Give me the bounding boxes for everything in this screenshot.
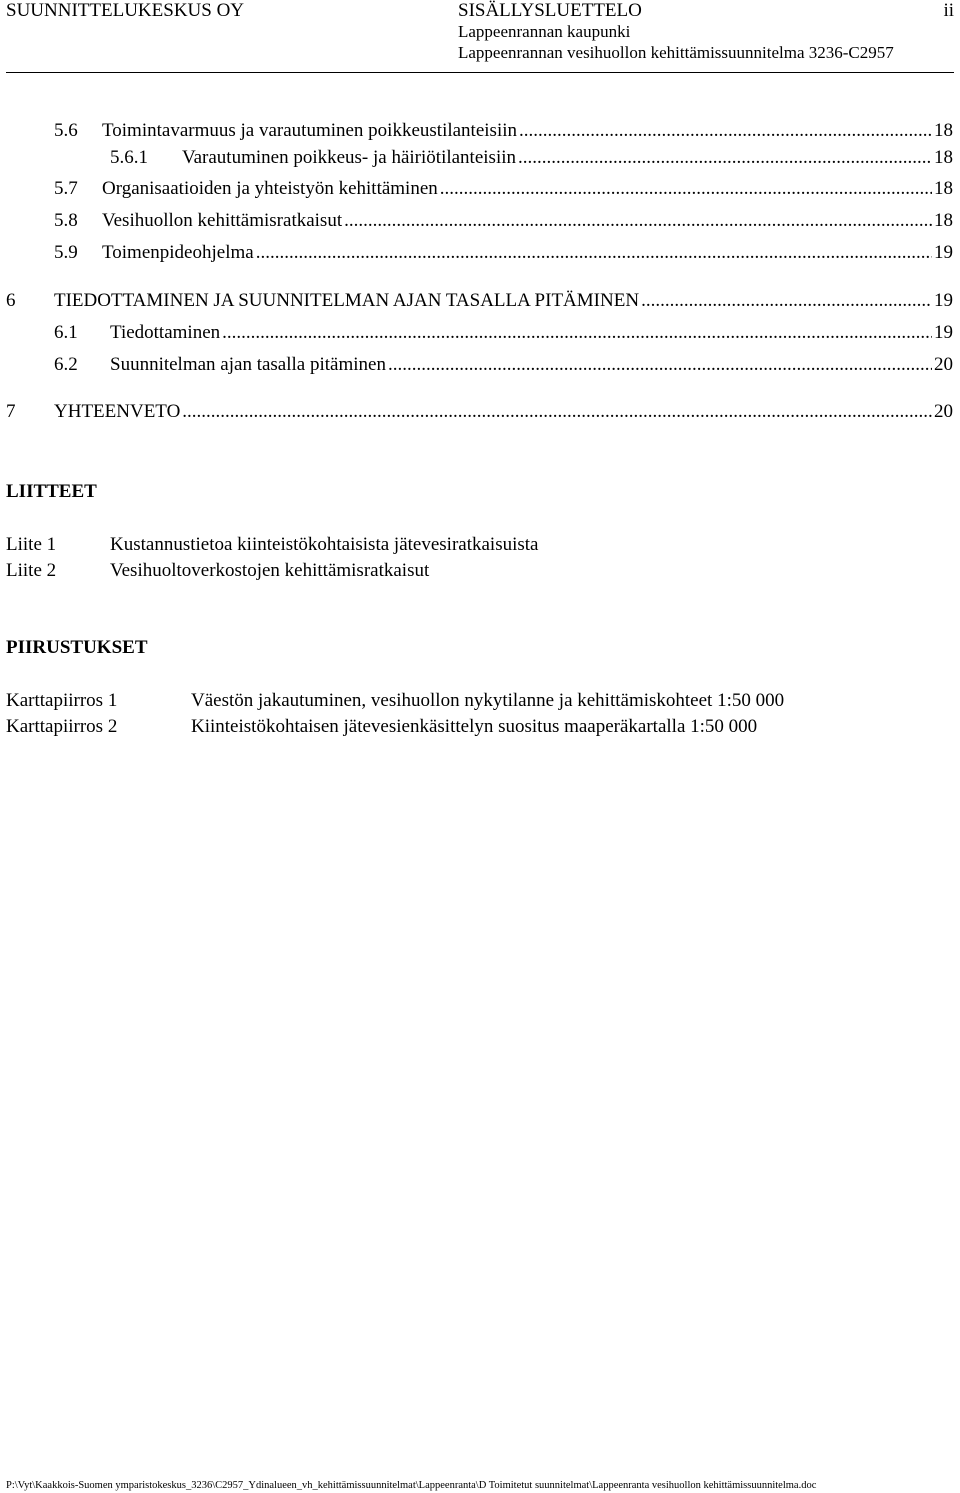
drawing-text: Kiinteistökohtaisen jätevesienkäsittelyn suositus maaperäkartalla 1:50 000 <box>191 716 758 737</box>
toc-page: 20 <box>934 354 953 375</box>
page-header <box>6 0 954 73</box>
file-path-footer: P:\Vyt\Kaakkois-Suomen ymparistokeskus_3236\C2957_Ydinalueen_vh_kehittämissuunnitelmat\Lappeenranta\D Toimitetut suunnitelmat\Lappeenranta vesihuollon kehittämissuunnitelma.doc <box>6 1480 817 1491</box>
drawing-text: Väestön jakautuminen, vesihuollon nykytilanne ja kehittämiskohteet 1:50 000 <box>191 690 785 711</box>
toc-number: 5.6 <box>54 120 78 141</box>
drawings-heading: PIIRUSTUKSET <box>6 637 148 658</box>
toc-title: TIEDOTTAMINEN JA SUUNNITELMAN AJAN TASALLA PITÄMINEN <box>54 290 640 311</box>
toc-number: 6.1 <box>54 322 78 343</box>
toc-page: 18 <box>934 120 953 141</box>
toc-page: 18 <box>934 210 953 231</box>
toc-page: 19 <box>934 290 953 311</box>
toc-page: 19 <box>934 322 953 343</box>
attachment-label: Liite 2 <box>6 560 57 581</box>
toc-entry <box>6 208 953 234</box>
section-title: SISÄLLYSLUETTELO <box>458 0 642 21</box>
toc-title: Tiedottaminen <box>110 322 221 343</box>
toc-page: 18 <box>934 178 953 199</box>
toc-entry <box>6 118 953 144</box>
toc-number: 7 <box>6 401 16 422</box>
toc-number: 6.2 <box>54 354 78 375</box>
attachments-heading: LIITTEET <box>6 481 97 502</box>
toc-title: Suunnitelman ajan tasalla pitäminen <box>110 354 386 375</box>
toc-number: 5.8 <box>54 210 78 231</box>
toc-entry <box>6 145 953 171</box>
toc-leader <box>641 288 932 314</box>
toc-title: Vesihuollon kehittämisratkaisut <box>102 210 343 231</box>
toc-title: YHTEENVETO <box>54 401 181 422</box>
toc-entry <box>6 320 953 346</box>
toc-page: 20 <box>934 401 953 422</box>
toc-entry <box>6 240 953 266</box>
toc-leader <box>518 145 932 171</box>
page-number: ii <box>943 0 954 21</box>
toc-leader <box>344 208 932 234</box>
toc-number: 5.9 <box>54 242 78 263</box>
toc-title: Varautuminen poikkeus- ja häiriötilanteisiin <box>182 147 517 168</box>
toc-leader <box>440 176 932 202</box>
toc-page: 19 <box>934 242 953 263</box>
toc-entry <box>6 352 953 378</box>
project-name: Lappeenrannan vesihuollon kehittämissuunnitelma 3236-C2957 <box>458 43 894 62</box>
toc-entry <box>6 399 953 425</box>
drawing-label: Karttapiirros 2 <box>6 716 118 737</box>
toc-title: Toimenpideohjelma <box>102 242 254 263</box>
toc-title: Toimintavarmuus ja varautuminen poikkeustilanteisiin <box>102 120 518 141</box>
toc-number: 5.6.1 <box>110 147 148 168</box>
toc-leader <box>519 118 932 144</box>
drawing-label: Karttapiirros 1 <box>6 690 118 711</box>
toc-entry <box>6 176 953 202</box>
attachment-text: Kustannustietoa kiinteistökohtaisista jätevesiratkaisuista <box>110 534 539 555</box>
attachment-label: Liite 1 <box>6 534 57 555</box>
attachment-text: Vesihuoltoverkostojen kehittämisratkaisut <box>110 560 430 581</box>
toc-leader <box>222 320 932 346</box>
company-name: SUUNNITTELUKESKUS OY <box>6 0 245 21</box>
toc-page: 18 <box>934 147 953 168</box>
header-info <box>458 0 894 63</box>
toc-entry <box>6 288 953 314</box>
client-name: Lappeenrannan kaupunki <box>458 22 631 41</box>
toc-leader <box>388 352 932 378</box>
toc-title: Organisaatioiden ja yhteistyön kehittäminen <box>102 178 438 199</box>
toc-leader <box>256 240 932 266</box>
toc-number: 5.7 <box>54 178 78 199</box>
toc-leader <box>182 399 932 425</box>
toc-number: 6 <box>6 290 16 311</box>
